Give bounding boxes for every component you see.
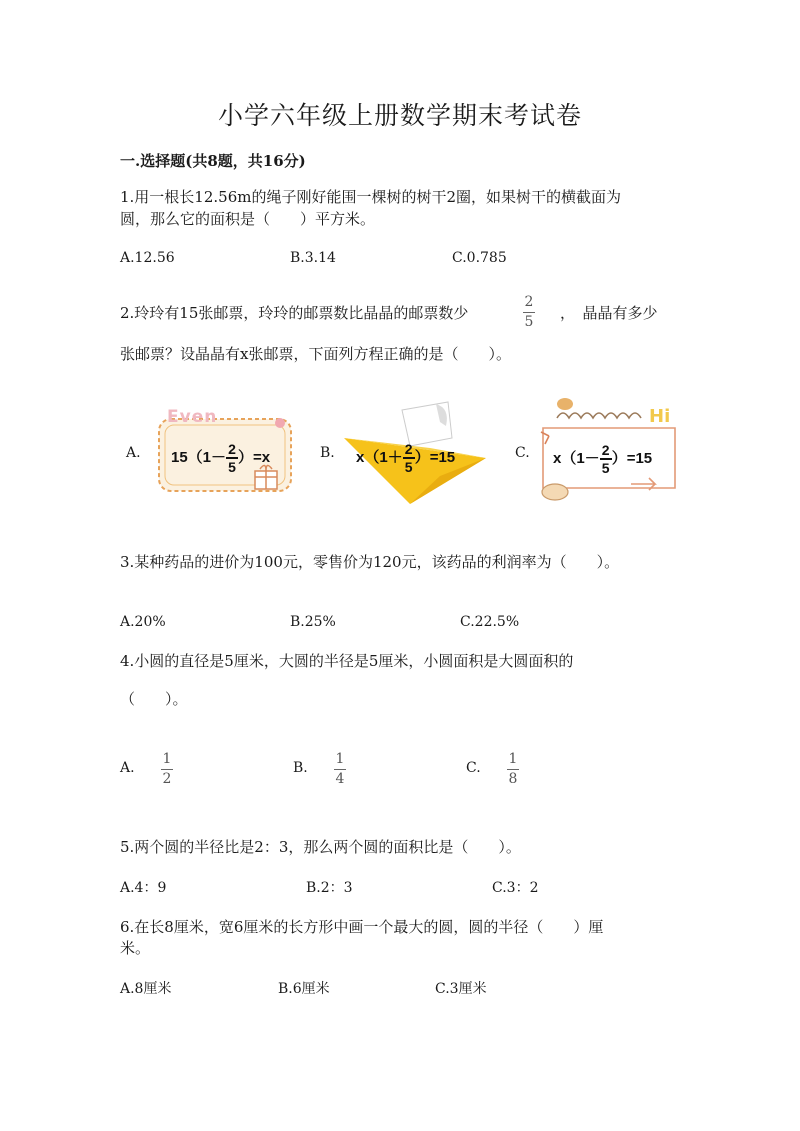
equation-numerator: 2 xyxy=(601,442,610,458)
equation-tail: ）=x xyxy=(238,448,271,466)
question-2-line-1: 2.玲玲有15张邮票，玲玲的邮票数比晶晶的邮票数少 xyxy=(120,304,469,322)
equation-lead: x（1－ xyxy=(553,449,600,467)
question-5-option-c[interactable]: C.3：2 xyxy=(492,880,539,896)
question-2-option-a-label[interactable]: A. xyxy=(126,445,141,461)
question-2-option-b-label[interactable]: B. xyxy=(320,445,335,461)
equation-denominator: 5 xyxy=(601,460,610,476)
fraction-denominator: 5 xyxy=(524,314,534,330)
card-a-deco-text: Even xyxy=(167,407,218,427)
question-6-line-2: 米。 xyxy=(120,939,151,957)
question-1-option-c[interactable]: C.0.785 xyxy=(452,250,507,266)
question-3-option-a[interactable]: A.20% xyxy=(120,614,166,630)
fraction-numerator: 2 xyxy=(524,294,534,310)
fraction-denominator: 2 xyxy=(162,771,172,787)
question-4-line-2: （ ）。 xyxy=(120,690,188,708)
question-3-text: 3.某种药品的进价为100元，零售价为120元，该药品的利润率为（ ）。 xyxy=(120,553,620,571)
question-1-option-b[interactable]: B.3.14 xyxy=(290,250,336,266)
question-3-option-b[interactable]: B.25% xyxy=(290,614,336,630)
fraction-bar xyxy=(334,769,346,770)
question-4-option-b-label[interactable]: B. xyxy=(293,760,308,776)
question-2-fraction xyxy=(523,295,535,330)
equation-numerator: 2 xyxy=(228,441,236,457)
question-4-line-1: 4.小圆的直径是5厘米，大圆的半径是5厘米，小圆面积是大圆面积的 xyxy=(120,652,574,670)
equation-fraction xyxy=(600,443,612,475)
equation-lead: 15（1－ xyxy=(171,448,227,466)
question-4-option-a-fraction[interactable] xyxy=(161,752,173,787)
question-2-line-2: 张邮票？设晶晶有x张邮票，下面列方程正确的是（ ）。 xyxy=(120,345,511,363)
fraction-bar xyxy=(523,312,535,313)
option-c-equation xyxy=(553,443,652,475)
equation-lead: x（1＋ xyxy=(356,448,403,466)
question-2-option-b-card[interactable] xyxy=(340,398,490,508)
option-a-equation xyxy=(171,442,270,474)
equation-denominator: 5 xyxy=(228,459,236,475)
question-1-line-2: 圆，那么它的面积是（ ）平方米。 xyxy=(120,210,376,228)
option-b-equation xyxy=(356,442,455,474)
fraction-bar xyxy=(161,769,173,770)
question-2-option-a-card[interactable] xyxy=(155,405,295,495)
fraction-numerator: 1 xyxy=(335,751,345,767)
equation-tail: ）=15 xyxy=(414,448,456,466)
fraction-bar xyxy=(507,769,519,770)
question-1-option-a[interactable]: A.12.56 xyxy=(120,250,175,266)
question-3-option-c[interactable]: C.22.5% xyxy=(460,614,520,630)
fraction-denominator: 8 xyxy=(508,771,518,787)
fraction-numerator: 1 xyxy=(162,751,172,767)
page-title: 小学六年级上册数学期末考试卷 xyxy=(217,101,582,130)
question-5-option-b[interactable]: B.2：3 xyxy=(306,880,353,896)
equation-numerator: 2 xyxy=(404,441,413,457)
question-5-option-a[interactable]: A.4：9 xyxy=(120,880,167,896)
question-2-line-1-tail: ， 晶晶有多少 xyxy=(560,304,658,322)
question-6-option-b[interactable]: B.6厘米 xyxy=(278,981,330,997)
question-1-line-1: 1.用一根长12.56m的绳子刚好能围一棵树的树干2圈，如果树干的横截面为 xyxy=(120,188,622,206)
question-6-line-1: 6.在长8厘米，宽6厘米的长方形中画一个最大的圆，圆的半径（ ）厘 xyxy=(120,918,604,936)
question-4-option-c-fraction[interactable] xyxy=(507,752,519,787)
question-2-option-c-label[interactable]: C. xyxy=(515,445,530,461)
question-4-option-a-label[interactable]: A. xyxy=(120,760,135,776)
question-6-option-c[interactable]: C.3厘米 xyxy=(435,981,487,997)
equation-fraction xyxy=(403,442,415,474)
equation-tail: ）=15 xyxy=(611,449,653,467)
fraction-numerator: 1 xyxy=(508,751,518,767)
equation-denominator: 5 xyxy=(404,459,413,475)
question-2-option-c-card[interactable] xyxy=(535,392,685,507)
card-c-deco-text: Hi xyxy=(649,406,671,427)
question-6-option-a[interactable]: A.8厘米 xyxy=(120,981,172,997)
equation-fraction xyxy=(226,442,238,474)
section-heading: 一.选择题(共8题，共16分) xyxy=(120,152,306,170)
question-4-option-c-label[interactable]: C. xyxy=(466,760,481,776)
question-4-option-b-fraction[interactable] xyxy=(334,752,346,787)
question-5-text: 5.两个圆的半径比是2：3，那么两个圆的面积比是（ ）。 xyxy=(120,838,521,856)
fraction-denominator: 4 xyxy=(335,771,345,787)
